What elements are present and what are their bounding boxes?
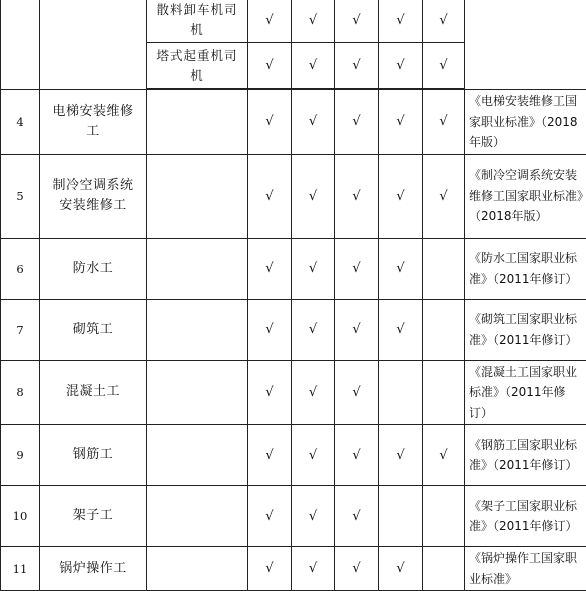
standard-cell: 《锅炉操作工国家职业标准》: [465, 547, 586, 591]
occupation-name-cell: 架子工: [40, 486, 147, 547]
occupation-name-cell: 锅炉操作工: [40, 547, 147, 591]
check-mark-icon: √: [396, 261, 404, 276]
level-check-cell: [379, 238, 423, 299]
level-check-cell: [423, 486, 465, 547]
sub-occupation-cell: [147, 90, 248, 155]
level-check-cell: [423, 360, 465, 425]
occupation-name-cell: 电梯安装维修工: [40, 90, 147, 155]
level-check-cell: [335, 43, 379, 89]
row-number-cell: 6: [1, 238, 40, 299]
row-number-cell: 4: [1, 90, 40, 155]
level-check-cell: [379, 154, 423, 238]
check-mark-icon: √: [309, 58, 317, 73]
standard-cell: 《防水工国家职业标准》（2011年修订）: [465, 238, 586, 299]
row-number-cell: 7: [1, 299, 40, 360]
check-mark-icon: √: [309, 114, 317, 129]
level-check-cell: [335, 486, 379, 547]
check-mark-icon: √: [352, 58, 360, 73]
level-check-cell: [292, 0, 335, 43]
table-row: [1, 238, 586, 299]
level-check-cell: [379, 360, 423, 425]
check-mark-icon: √: [352, 13, 360, 28]
check-mark-icon: √: [265, 13, 273, 28]
level-check-cell: [423, 425, 465, 486]
level-check-cell: [379, 299, 423, 360]
level-check-cell: [423, 90, 465, 155]
check-mark-icon: √: [309, 13, 317, 28]
check-mark-icon: √: [309, 261, 317, 276]
sub-occupation-cell: 散料卸车机司机: [147, 0, 248, 43]
table-row: [1, 154, 586, 238]
level-check-cell: [423, 154, 465, 238]
sub-occupation-cell: [147, 486, 248, 547]
standard-cell: 《电梯安装维修工国家职业标准》（2018年版）: [465, 90, 586, 155]
table-row: [1, 90, 586, 155]
level-check-cell: [423, 299, 465, 360]
check-mark-icon: √: [309, 322, 317, 337]
level-check-cell: [335, 360, 379, 425]
table-body: [1, 0, 586, 591]
level-check-cell: [248, 360, 292, 425]
level-check-cell: [335, 90, 379, 155]
row-number-cell: 5: [1, 154, 40, 238]
occupation-name-cell: 制冷空调系统安装维修工: [40, 154, 147, 238]
level-check-cell: [335, 238, 379, 299]
level-check-cell: [248, 43, 292, 89]
level-check-cell: [423, 238, 465, 299]
level-check-cell: [248, 154, 292, 238]
check-mark-icon: √: [352, 509, 360, 524]
table-row: [1, 0, 586, 43]
level-check-cell: [248, 299, 292, 360]
level-check-cell: [423, 43, 465, 89]
occupation-name-cell: [40, 0, 147, 90]
check-mark-icon: √: [396, 189, 404, 204]
standard-cell: 《钢筋工国家职业标准》（2011年修订）: [465, 425, 586, 486]
level-check-cell: [423, 0, 465, 43]
level-check-cell: [335, 154, 379, 238]
level-check-cell: [292, 425, 335, 486]
level-check-cell: [248, 0, 292, 43]
level-check-cell: [292, 486, 335, 547]
row-number-cell: 9: [1, 425, 40, 486]
level-check-cell: [379, 0, 423, 43]
table-row: [1, 299, 586, 360]
standard-cell: 《砌筑工国家职业标准》（2011年修订）: [465, 299, 586, 360]
standard-cell: 《架子工国家职业标准》（2011年修订）: [465, 486, 586, 547]
check-mark-icon: √: [396, 448, 404, 463]
level-check-cell: [292, 90, 335, 155]
level-check-cell: [292, 154, 335, 238]
check-mark-icon: √: [265, 261, 273, 276]
sub-occupation-cell: [147, 154, 248, 238]
level-check-cell: [379, 486, 423, 547]
check-mark-icon: √: [265, 322, 273, 337]
level-check-cell: [248, 238, 292, 299]
row-number-cell: 10: [1, 486, 40, 547]
check-mark-icon: √: [309, 561, 317, 576]
check-mark-icon: √: [309, 385, 317, 400]
sub-occupation-cell: [147, 238, 248, 299]
occupation-name-cell: 混凝土工: [40, 360, 147, 425]
sub-occupation-cell: [147, 425, 248, 486]
row-number-cell: 11: [1, 547, 40, 591]
level-check-cell: [379, 425, 423, 486]
occupation-name-cell: 防水工: [40, 238, 147, 299]
table-row: [1, 486, 586, 547]
check-mark-icon: √: [439, 448, 447, 463]
level-check-cell: [379, 43, 423, 89]
check-mark-icon: √: [265, 58, 273, 73]
sub-occupation-cell: [147, 360, 248, 425]
level-check-cell: [248, 425, 292, 486]
check-mark-icon: √: [439, 13, 447, 28]
standard-cell: [465, 0, 586, 90]
check-mark-icon: √: [265, 189, 273, 204]
check-mark-icon: √: [352, 114, 360, 129]
check-mark-icon: √: [439, 189, 447, 204]
level-check-cell: [292, 43, 335, 89]
level-check-cell: [335, 425, 379, 486]
check-mark-icon: √: [352, 561, 360, 576]
check-mark-icon: √: [352, 322, 360, 337]
check-mark-icon: √: [352, 189, 360, 204]
check-mark-icon: √: [265, 385, 273, 400]
check-mark-icon: √: [396, 13, 404, 28]
check-mark-icon: √: [265, 114, 273, 129]
check-mark-icon: √: [396, 114, 404, 129]
standard-cell: 《混凝土工国家职业标准》（2011年修订）: [465, 360, 586, 425]
check-mark-icon: √: [265, 509, 273, 524]
check-mark-icon: √: [265, 561, 273, 576]
sub-occupation-cell: 塔式起重机司机: [147, 43, 248, 89]
occupation-name-cell: 钢筋工: [40, 425, 147, 486]
check-mark-icon: √: [439, 58, 447, 73]
check-mark-icon: √: [396, 322, 404, 337]
check-mark-icon: √: [309, 448, 317, 463]
check-mark-icon: √: [309, 509, 317, 524]
level-check-cell: [292, 360, 335, 425]
level-check-cell: [292, 238, 335, 299]
table-row: [1, 360, 586, 425]
check-mark-icon: √: [396, 58, 404, 73]
level-check-cell: [248, 486, 292, 547]
table-row: [1, 425, 586, 486]
check-mark-icon: √: [309, 189, 317, 204]
check-mark-icon: √: [265, 448, 273, 463]
level-check-cell: [335, 299, 379, 360]
check-mark-icon: √: [352, 261, 360, 276]
standard-cell: 《制冷空调系统安装维修工国家职业标准》（2018年版）: [465, 154, 586, 238]
level-check-cell: [335, 0, 379, 43]
level-check-cell: [379, 90, 423, 155]
row-number-cell: 8: [1, 360, 40, 425]
check-mark-icon: √: [352, 385, 360, 400]
row-number-cell: [1, 0, 40, 90]
sub-occupation-cell: [147, 299, 248, 360]
level-check-cell: [292, 299, 335, 360]
occupation-name-cell: 砌筑工: [40, 299, 147, 360]
check-mark-icon: √: [439, 114, 447, 129]
check-mark-icon: √: [396, 561, 404, 576]
level-check-cell: [248, 90, 292, 155]
check-mark-icon: √: [352, 448, 360, 463]
